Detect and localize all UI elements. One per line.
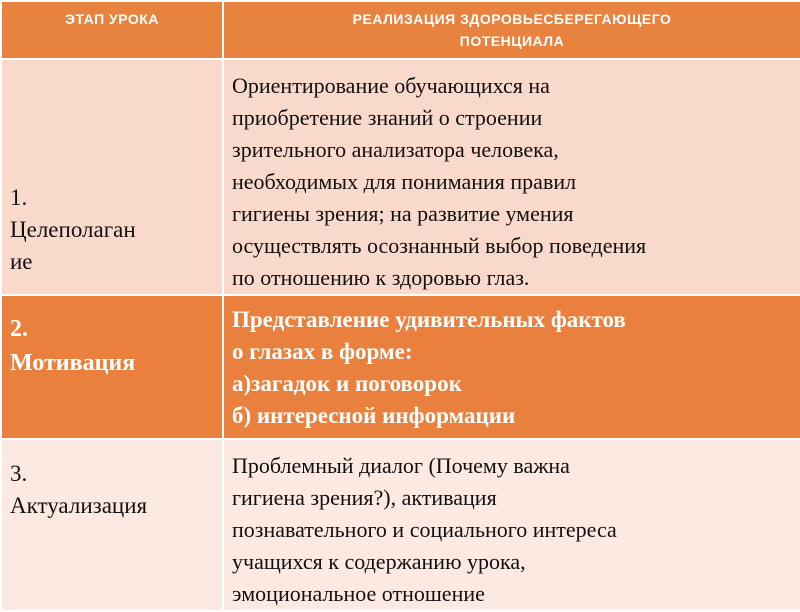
table-row (1, 295, 800, 439)
impl-cell (223, 59, 800, 295)
stage-cell (1, 439, 223, 611)
stage-label (2, 60, 222, 278)
stage-number: 3. (10, 461, 28, 486)
table-row (1, 59, 800, 295)
stage-number: 1. (10, 185, 28, 210)
text-line: приобретение знаний о строении (232, 105, 543, 130)
stage-name-line-1: Целеполаган (10, 217, 136, 242)
text-line: зрительного анализатора человека, (232, 137, 559, 162)
stage-number: 2. (10, 316, 28, 342)
header-impl-line-2: ПОТЕНЦИАЛА (459, 33, 565, 49)
header-impl-label (224, 2, 800, 52)
text-line: эмоциональное отношение (232, 581, 485, 606)
impl-text (224, 296, 800, 432)
header-stage-cell (1, 1, 223, 59)
stage-cell (1, 59, 223, 295)
impl-text (224, 60, 800, 294)
header-impl-cell (223, 1, 800, 59)
table-row (1, 439, 800, 611)
stage-label (2, 440, 222, 522)
stage-cell (1, 295, 223, 439)
text-line: б) интересной информации (232, 403, 516, 428)
stage-name-line-1: Актуализация (10, 493, 148, 518)
stage-name-line-2: ие (10, 249, 33, 274)
text-line: Представление удивительных фактов (232, 307, 626, 332)
text-line: о глазах в форме: (232, 339, 413, 364)
text-line: Ориентирование обучающихся на (232, 73, 550, 98)
stage-name-line-1: Мотивация (10, 350, 136, 376)
text-line: гигиены зрения; на развитие умения (232, 201, 574, 226)
text-line: необходимых для понимания правил (232, 169, 577, 194)
text-line: а)загадок и поговорок (232, 371, 462, 396)
header-stage-label: ЭТАП УРОКА (65, 11, 159, 27)
table-header-row (1, 1, 800, 59)
impl-cell (223, 439, 800, 611)
text-line: познавательного и социального интереса (232, 517, 617, 542)
stage-label (2, 296, 222, 380)
impl-text (224, 440, 800, 610)
text-line: по отношению к здоровью глаз. (232, 265, 530, 290)
text-line: Проблемный диалог (Почему важна (232, 453, 570, 478)
text-line: учащихся к содержанию урока, (232, 549, 526, 574)
text-line: осуществлять осознанный выбор поведения (232, 233, 647, 258)
impl-cell (223, 295, 800, 439)
header-impl-line-1: РЕАЛИЗАЦИЯ ЗДОРОВЬЕСБЕРЕГАЮЩЕГО (352, 11, 672, 27)
text-line: гигиена зрения?), активация (232, 485, 497, 510)
